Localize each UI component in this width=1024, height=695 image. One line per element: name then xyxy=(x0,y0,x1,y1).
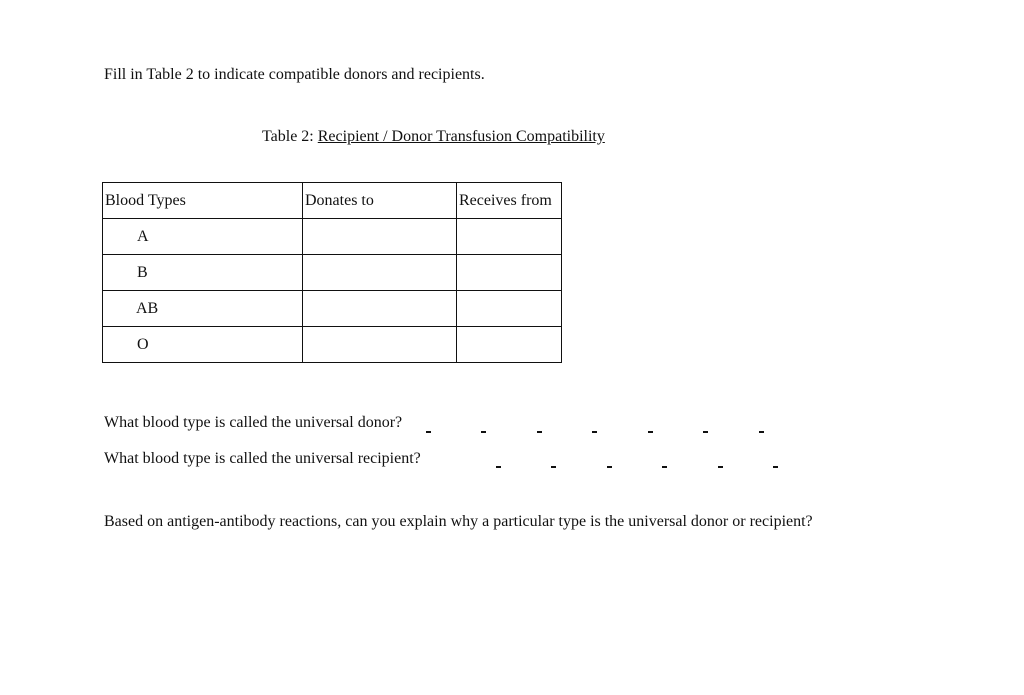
blank-dash xyxy=(481,431,486,433)
header-receives-from: Receives from xyxy=(457,183,562,219)
blank-dash xyxy=(551,466,556,468)
table-row xyxy=(103,255,562,291)
receives-from-cell[interactable] xyxy=(457,291,562,327)
donates-to-cell[interactable] xyxy=(303,255,457,291)
blood-type-cell: A xyxy=(103,219,303,255)
table-row xyxy=(103,219,562,255)
donates-to-cell[interactable] xyxy=(303,291,457,327)
blank-dash xyxy=(537,431,542,433)
header-blood-types: Blood Types xyxy=(103,183,303,219)
blood-type-cell: B xyxy=(103,255,303,291)
receives-from-cell[interactable] xyxy=(457,327,562,363)
blank-dash xyxy=(662,466,667,468)
blank-dash xyxy=(496,466,501,468)
donates-to-cell[interactable] xyxy=(303,327,457,363)
table-caption xyxy=(262,128,605,146)
donates-to-cell[interactable] xyxy=(303,219,457,255)
blank-dash xyxy=(607,466,612,468)
question-universal-donor: What blood type is called the universal donor? xyxy=(104,414,403,431)
blood-type-cell: O xyxy=(103,327,303,363)
header-donates-to: Donates to xyxy=(303,183,457,219)
question-explain-universal: Based on antigen-antibody reactions, can you explain why a particular type is the universal donor or recipient? xyxy=(104,513,813,530)
table-header-row xyxy=(103,183,562,219)
instruction-text: Fill in Table 2 to indicate compatible donors and recipients. xyxy=(104,66,485,83)
blank-dash xyxy=(648,431,653,433)
blank-dash xyxy=(426,431,431,433)
receives-from-cell[interactable] xyxy=(457,219,562,255)
table-row xyxy=(103,327,562,363)
blank-dash xyxy=(592,431,597,433)
receives-from-cell[interactable] xyxy=(457,255,562,291)
table-caption-prefix: Table 2: xyxy=(262,128,318,145)
blank-dash xyxy=(773,466,778,468)
blank-dash xyxy=(759,431,764,433)
blank-dash xyxy=(703,431,708,433)
table-caption-title: Recipient / Donor Transfusion Compatibility xyxy=(317,128,605,145)
table-row xyxy=(103,291,562,327)
blank-dash xyxy=(718,466,723,468)
question-universal-recipient: What blood type is called the universal recipient? xyxy=(104,450,421,467)
blood-type-cell: AB xyxy=(103,291,303,327)
compatibility-table xyxy=(102,182,562,363)
